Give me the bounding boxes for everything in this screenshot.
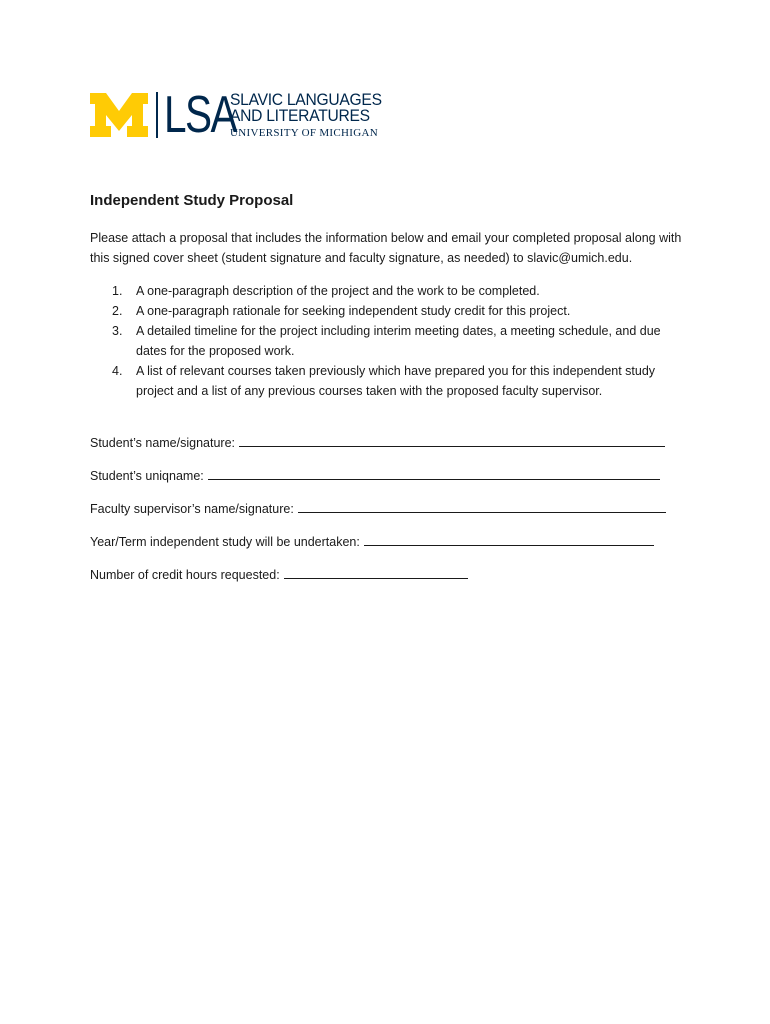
field-label: Number of credit hours requested: (90, 568, 280, 582)
list-item-text: A detailed timeline for the project including interim meeting dates, a meeting schedule, and due dates for the proposed work. (136, 324, 661, 358)
year-term-row (90, 531, 690, 564)
credit-hours-row (90, 564, 690, 597)
student-name-signature-field[interactable] (239, 432, 665, 447)
field-label: Student’s name/signature: (90, 436, 236, 450)
university-name: UNIVERSITY OF MICHIGAN (230, 127, 378, 139)
department-line-2: AND LITERATURES (230, 106, 370, 125)
document-title: Independent Study Proposal (90, 192, 294, 209)
credit-hours-field[interactable] (284, 564, 468, 579)
list-item-text: A one-paragraph rationale for seeking independent study credit for this project. (136, 304, 571, 318)
list-item-number: 4. (112, 364, 123, 378)
list-item-text: A list of relevant courses taken previously which have prepared you for this independent study project and a list of any previous courses taken with the proposed faculty supervisor. (136, 364, 656, 398)
student-uniqname-field[interactable] (208, 465, 660, 480)
logo-divider (156, 92, 158, 138)
list-item (90, 321, 680, 361)
list-item-number: 2. (112, 304, 123, 318)
list-item-number: 1. (112, 284, 123, 298)
field-label: Student’s uniqname: (90, 469, 204, 483)
department-line-1: SLAVIC LANGUAGES (230, 90, 382, 109)
field-label: Faculty supervisor’s name/signature: (90, 502, 294, 516)
list-item-text: A one-paragraph description of the project and the work to be completed. (136, 284, 540, 298)
list-item-number: 3. (112, 324, 123, 338)
student-name-signature-row (90, 432, 690, 465)
requirements-list (90, 281, 680, 401)
faculty-supervisor-field[interactable] (298, 498, 666, 513)
form-fields (90, 432, 690, 597)
list-item (90, 281, 680, 301)
list-item (90, 301, 680, 321)
department-name (230, 92, 395, 138)
block-m-logo-icon (90, 93, 148, 137)
list-item (90, 361, 680, 401)
intro-paragraph: Please attach a proposal that includes the information below and email your completed proposal along with this signed cover sheet (student signature and faculty signature, as needed) to slavic@umich.edu. (90, 231, 682, 265)
year-term-field[interactable] (364, 531, 654, 546)
faculty-supervisor-row (90, 498, 690, 531)
lsa-wordmark: LSA (164, 86, 236, 144)
student-uniqname-row (90, 465, 690, 498)
field-label: Year/Term independent study will be undertaken: (90, 535, 360, 549)
department-logo (90, 86, 395, 144)
